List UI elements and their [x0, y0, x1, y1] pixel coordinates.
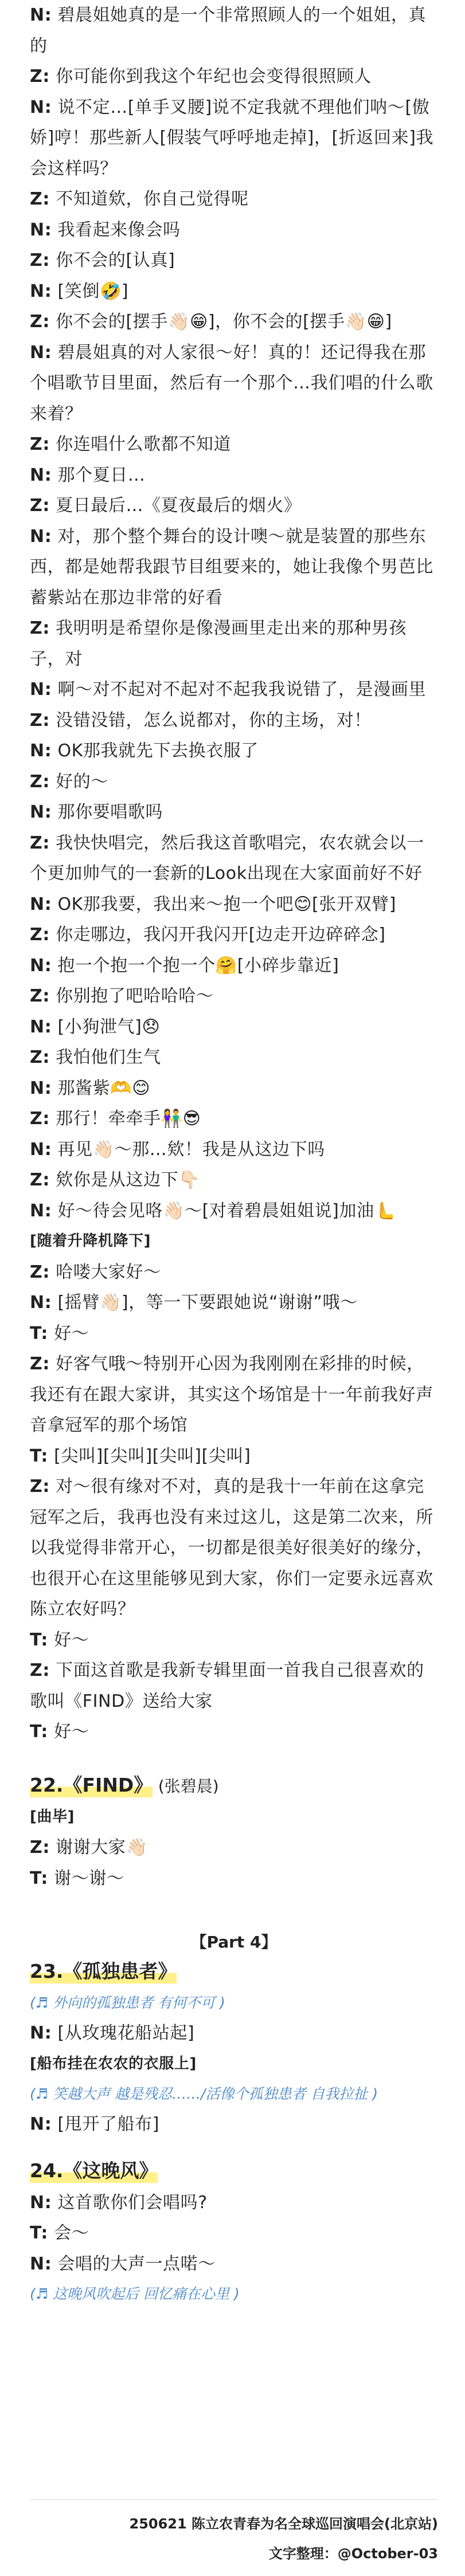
- speaker-label: Z:: [30, 66, 50, 87]
- speaker-label: N:: [30, 1293, 52, 1313]
- speaker-label: Z:: [30, 1047, 50, 1067]
- dialogue-line: [30, 1717, 438, 1748]
- dialogue-line: [30, 797, 438, 828]
- speaker-label: Z:: [30, 618, 50, 638]
- dialogue-line: [30, 1318, 438, 1349]
- song-heading-23: [30, 1957, 438, 1988]
- dialogue-text: 那个夏日…: [52, 465, 146, 485]
- speaker-label: T:: [30, 1629, 49, 1650]
- speaker-label: Z:: [30, 1262, 50, 1282]
- speaker-label: N:: [30, 465, 52, 485]
- speaker-label: Z:: [30, 1477, 50, 1497]
- dialogue-text: 那酱紫🫶😊: [52, 1078, 151, 1098]
- dialogue-text: 谢～谢～: [48, 1868, 124, 1888]
- speaker-label: N:: [30, 97, 52, 117]
- dialogue-text: [笑倒🤣]: [52, 281, 129, 301]
- dialogue-line: [30, 736, 438, 767]
- dialogue-text: 好～待会见咯👋🏻～[对着碧晨姐姐说]加油🫷: [52, 1200, 396, 1221]
- dialogue-line: [30, 1165, 438, 1196]
- dialogue-line: [30, 1863, 438, 1894]
- speaker-label: Z:: [30, 1837, 50, 1858]
- dialogue-text: 再见👋🏻～那…欸！我是从这边下吗: [52, 1139, 325, 1160]
- dialogue-line: [30, 2218, 438, 2249]
- dialogue-text: 好客气哦～特别开心因为我刚刚在彩排的时候，我还有在跟大家讲，其实这个场馆是十一年前我好声音拿冠军的那个场馆: [30, 1354, 433, 1435]
- dialogue-text: 碧晨姐她真的是一个非常照顾人的一个姐姐，真的: [30, 5, 427, 56]
- dialogue-line: [30, 981, 438, 1012]
- dialogue-line: [30, 1104, 438, 1134]
- dialogue-text: 我看起来像会吗: [52, 219, 181, 240]
- dialogue-line: [30, 276, 438, 307]
- dialogue-line: [30, 828, 438, 889]
- dialogue-text: 谢谢大家👋🏻: [49, 1837, 148, 1858]
- speaker-label: Z:: [30, 925, 50, 945]
- dialogue-text: 我明明是希望你是像漫画里走出来的那种男孩子，对: [30, 618, 407, 669]
- dialogue-line: [30, 2249, 438, 2280]
- dialogue-text: 那你要唱歌吗: [52, 802, 163, 822]
- dialogue-text: 你别抱了吧哈哈哈～: [49, 986, 214, 1006]
- speaker-label: N:: [30, 2253, 52, 2274]
- speaker-label: N:: [30, 342, 52, 363]
- dialogue-line: [30, 1471, 438, 1625]
- speaker-label: N:: [30, 281, 52, 301]
- dialogue-section-6: [30, 2188, 438, 2280]
- dialogue-line: [30, 0, 438, 61]
- dialogue-line: [30, 1832, 438, 1863]
- dialogue-section-5: [30, 2109, 438, 2140]
- speaker-label: Z:: [30, 771, 50, 792]
- speaker-label: T:: [30, 1323, 49, 1344]
- dialogue-line: [30, 92, 438, 184]
- dialogue-text: 会～: [48, 2223, 89, 2243]
- dialogue-line: [30, 1073, 438, 1104]
- speaker-label: Z:: [30, 986, 50, 1006]
- part-label: 【Part 4】: [190, 1933, 278, 1951]
- dialogue-text: 好～: [48, 1722, 89, 1742]
- speaker-label: T:: [30, 1446, 49, 1466]
- dialogue-text: 你不会的[摆手👋🏻😁]，你不会的[摆手👋🏻😁]: [49, 312, 392, 332]
- dialogue-text: 哈喽大家好～: [49, 1262, 161, 1282]
- dialogue-line: [30, 215, 438, 246]
- speaker-label: N:: [30, 802, 52, 822]
- song-title-23: 23.《孤独患者》: [30, 1957, 177, 1986]
- lyric-line: (♬ 笑越大声 越是残忍……/活像个孤独患者 自我拉扯 ): [30, 2086, 378, 2102]
- dialogue-text: 欸你是从这边下👇🏻: [49, 1170, 201, 1190]
- speaker-label: N:: [30, 526, 52, 547]
- dialogue-text: 你连唱什么歌都不知道: [49, 434, 232, 454]
- dialogue-line: [30, 889, 438, 920]
- dialogue-line: [30, 521, 438, 614]
- song-heading-22: [30, 1770, 438, 1802]
- dialogue-text: 不知道欸，你自己觉得呢: [49, 189, 249, 209]
- dialogue-text: 好的～: [49, 771, 108, 792]
- speaker-label: Z:: [30, 1354, 50, 1374]
- dialogue-line: [30, 613, 438, 674]
- stage-direction: [曲毕]: [30, 1808, 75, 1825]
- speaker-label: T:: [30, 2223, 49, 2243]
- dialogue-line: [30, 184, 438, 215]
- speaker-label: T:: [30, 1722, 49, 1742]
- speaker-label: N:: [30, 680, 52, 700]
- dialogue-section-2: [30, 1257, 438, 1748]
- speaker-label: Z:: [30, 250, 50, 270]
- speaker-label: Z:: [30, 434, 50, 454]
- song-artist: (张碧晨): [158, 1776, 219, 1796]
- dialogue-line: [30, 1287, 438, 1318]
- dialogue-text: 对，那个整个舞台的设计噢～就是装置的那些东西，都是她帮我跟节目组要来的，她让我像个男芭比蓄紫站在那边非常的好看: [30, 526, 433, 608]
- speaker-label: N:: [30, 2192, 52, 2213]
- speaker-label: N:: [30, 1016, 52, 1037]
- stage-direction: [随着升降机降下]: [30, 1232, 151, 1250]
- footer-credit: 文字整理：@October-03: [268, 2546, 438, 2562]
- dialogue-section-4: [30, 2018, 438, 2049]
- song-title-24: 24.《这晚风》: [30, 2157, 158, 2185]
- dialogue-line: [30, 1042, 438, 1073]
- speaker-label: N:: [30, 741, 52, 761]
- dialogue-text: 好～: [48, 1629, 89, 1650]
- dialogue-line: [30, 307, 438, 337]
- stage-direction: [船布挂在农农的衣服上]: [30, 2055, 197, 2072]
- dialogue-text: [甩开了船布]: [52, 2114, 160, 2134]
- dialogue-text: 下面这首歌是我新专辑里面一首我自己很喜欢的歌叫《FIND》送给大家: [30, 1660, 424, 1711]
- dialogue-text: 好～: [48, 1323, 89, 1344]
- speaker-label: N:: [30, 1200, 52, 1221]
- dialogue-line: [30, 674, 438, 705]
- dialogue-line: [30, 2018, 438, 2049]
- dialogue-text: OK那我要，我出来～抱一个吧😊[张开双臂]: [52, 894, 397, 914]
- dialogue-line: [30, 2188, 438, 2218]
- dialogue-line: [30, 1257, 438, 1288]
- dialogue-text: 你可能你到我这个年纪也会变得很照顾人: [49, 66, 372, 87]
- dialogue-line: [30, 245, 438, 276]
- dialogue-line: [30, 920, 438, 951]
- speaker-label: N:: [30, 2114, 52, 2134]
- dialogue-text: 啊～对不起对不起对不起我我说错了，是漫画里: [52, 680, 427, 700]
- song-heading-24: [30, 2156, 438, 2188]
- speaker-label: Z:: [30, 1109, 50, 1129]
- speaker-label: N:: [30, 955, 52, 976]
- dialogue-line: [30, 429, 438, 460]
- dialogue-line: [30, 1349, 438, 1441]
- dialogue-line: [30, 1196, 438, 1227]
- dialogue-line: [30, 2109, 438, 2140]
- dialogue-line: [30, 337, 438, 430]
- dialogue-section-1: [30, 0, 438, 1226]
- dialogue-line: [30, 1655, 438, 1717]
- lyric-line: (♬ 外向的孤独患者 有何不可 ): [30, 1994, 225, 2011]
- footer-divider: [30, 2499, 438, 2500]
- dialogue-text: 没错没错，怎么说都对，你的主场，对！: [49, 710, 372, 731]
- dialogue-text: 对～很有缘对不对，真的是我十一年前在这拿完冠军之后，我再也没有来过这儿，这是第二次来，所以我觉得非常开心，一切都是很美好很美好的缘分，也很开心在这里能够见到大家，你们一定要永远喜欢陈立农好吗？: [30, 1477, 433, 1619]
- speaker-label: Z:: [30, 1170, 50, 1190]
- speaker-label: T:: [30, 1868, 49, 1888]
- lyric-line: (♬ 这晚风吹起后 回忆痛在心里 ): [30, 2286, 240, 2302]
- dialogue-text: 夏日最后…《夏夜最后的烟火》: [49, 496, 302, 516]
- dialogue-text: 会唱的大声一点喏～: [52, 2253, 216, 2274]
- dialogue-text: 你走哪边，我闪开我闪开[边走开边碎碎念]: [49, 925, 386, 945]
- speaker-label: Z:: [30, 833, 50, 853]
- speaker-label: Z:: [30, 312, 50, 332]
- dialogue-line: [30, 705, 438, 736]
- dialogue-text: 我快快唱完，然后我这首歌唱完，农农就会以一个更加帅气的一套新的Look出现在大家面前好不好: [30, 833, 424, 883]
- transcript-content: [30, 0, 438, 2309]
- dialogue-line: [30, 1012, 438, 1043]
- dialogue-line: [30, 1625, 438, 1656]
- speaker-label: N:: [30, 894, 52, 914]
- dialogue-text: 我怕他们生气: [49, 1047, 161, 1067]
- speaker-label: Z:: [30, 710, 50, 731]
- dialogue-line: [30, 767, 438, 798]
- dialogue-line: [30, 61, 438, 92]
- footer-event: 250621 陈立农青春为名全球巡回演唱会(北京站): [129, 2516, 438, 2532]
- dialogue-text: 那行！牵牵手👫😎: [49, 1109, 201, 1129]
- dialogue-text: 你不会的[认真]: [49, 250, 175, 270]
- dialogue-text: 抱一个抱一个抱一个🤗[小碎步靠近]: [52, 955, 339, 976]
- dialogue-line: [30, 1134, 438, 1165]
- dialogue-section-3: [30, 1832, 438, 1894]
- dialogue-text: [尖叫][尖叫][尖叫][尖叫]: [48, 1446, 251, 1466]
- dialogue-text: 碧晨姐真的对人家很～好！真的！还记得我在那个唱歌节目里面，然后有一个那个…我们唱的什么歌来着？: [30, 342, 433, 424]
- speaker-label: N:: [30, 5, 52, 25]
- dialogue-line: [30, 490, 438, 521]
- dialogue-text: 说不定…[单手叉腰]说不定我就不理他们呐～[傲娇]哼！那些新人[假装气呼呼地走掉]，[折返回来]我会这样吗？: [30, 97, 434, 179]
- speaker-label: Z:: [30, 1660, 50, 1680]
- dialogue-text: [小狗泄气]😞: [52, 1016, 161, 1037]
- speaker-label: N:: [30, 2023, 52, 2043]
- dialogue-text: 这首歌你们会唱吗?: [52, 2192, 208, 2213]
- dialogue-text: [从玫瑰花船站起]: [52, 2023, 195, 2043]
- speaker-label: N:: [30, 1078, 52, 1098]
- dialogue-line: [30, 460, 438, 491]
- dialogue-line: [30, 951, 438, 981]
- dialogue-text: OK那我就先下去换衣服了: [52, 741, 259, 761]
- speaker-label: N:: [30, 219, 52, 240]
- song-title-22: 22.《FIND》: [30, 1771, 153, 1800]
- speaker-label: Z:: [30, 189, 50, 209]
- speaker-label: Z:: [30, 496, 50, 516]
- dialogue-line: [30, 1441, 438, 1472]
- speaker-label: N:: [30, 1139, 52, 1160]
- dialogue-text: [摇臂👋🏻]，等一下要跟她说“谢谢”哦～: [52, 1293, 358, 1313]
